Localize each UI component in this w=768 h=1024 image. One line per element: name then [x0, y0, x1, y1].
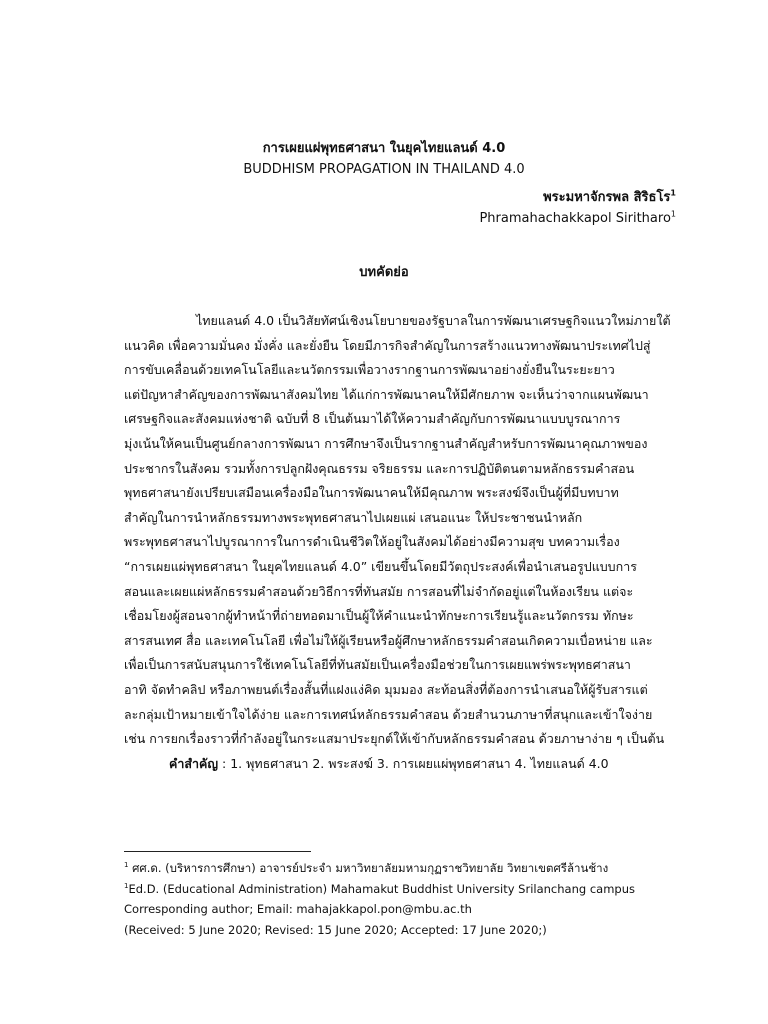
- abstract-heading: บทคัดย่อ: [359, 265, 409, 280]
- title-thai: การเผยแผ่พุทธศาสนา ในยุคไทยแลนด์ 4.0: [262, 141, 506, 156]
- footnote-text: ศศ.ด. (บริหารการศึกษา) อาจารย์ประจำ มหาวิทยาลัยมหามกุฏราชวิทยาลัย วิทยาเขตศรีล้านช้าง: [128, 861, 609, 875]
- abstract-line: สำคัญในการนำหลักธรรมทางพระพุทธศาสนาไปเผยแผ่ เสนอแนะ ให้ประชาชนนำหลัก: [124, 509, 583, 525]
- abstract-line: แต่ปัญหาสำคัญของการพัฒนาสังคมไทย ได้แก่การพัฒนาคนให้มีศักยภาพ จะเห็นว่าจากแผนพัฒนา: [124, 386, 649, 402]
- title-english: BUDDHISM PROPAGATION IN THAILAND 4.0: [243, 162, 525, 177]
- abstract-line: แนวคิด เพื่อความมั่นคง มั่งคั่ง และยั่งยืน โดยมีภารกิจสำคัญในการสร้างแนวทางพัฒนาประเทศไปสู่: [124, 337, 651, 353]
- abstract-line: การขับเคลื่อนด้วยเทคโนโลยีและนวัตกรรมเพื่อวางรากฐานการพัฒนาอย่างยั่งยืนในระยะยาว: [124, 362, 615, 378]
- abstract-line: เพื่อเป็นการสนับสนุนการใช้เทคโนโลยีที่ทันสมัยเป็นเครื่องมือช่วยในการเผยแพร่พระพุทธศาสนา: [124, 657, 631, 673]
- abstract-line: สารสนเทศ สื่อ และเทคโนโลยี เพื่อไม่ให้ผู้เรียนหรือผู้ศึกษาหลักธรรมคำสอนเกิดความเบื่อหน่าย และ: [124, 632, 653, 648]
- footnote-mark: 1: [124, 881, 129, 890]
- keywords-list: : 1. พุทธศาสนา 2. พระสงฆ์ 3. การเผยแผ่พุทธศาสนา 4. ไทยแลนด์ 4.0: [218, 755, 609, 771]
- footnote-divider: [124, 851, 311, 852]
- abstract-line: ประชากรในสังคม รวมทั้งการปลูกฝังคุณธรรม จริยธรรม และการปฏิบัติตนตามหลักธรรมคำสอน: [124, 460, 635, 476]
- keywords-label: คำสำคัญ: [169, 755, 219, 771]
- abstract-line: เชื่อมโยงผู้สอนจากผู้ทำหน้าที่ถ่ายทอดมาเป็นผู้ให้คำแนะนำทักษะการเรียนรู้และนวัตกรรม ทักษะ: [124, 608, 634, 624]
- author-thai: [543, 186, 676, 207]
- abstract-line: มุ่งเน้นให้คนเป็นศูนย์กลางการพัฒนา การศึกษาจึงเป็นรากฐานสำคัญสำหรับการพัฒนาคุณภาพของ: [124, 435, 648, 451]
- footnote-mark: 1: [124, 861, 129, 870]
- author-english-footnote-mark: 1: [670, 209, 676, 219]
- abstract-line: เศรษฐกิจและสังคมแห่งชาติ ฉบับที่ 8 เป็นต้นมาได้ให้ความสำคัญกับการพัฒนาแบบบูรณาการ: [124, 411, 621, 427]
- author-english-name: Phramahachakkapol Siritharo: [479, 211, 671, 226]
- author-english: [479, 211, 676, 226]
- footnotes: [124, 858, 684, 940]
- footnote-english-affiliation: [124, 879, 684, 900]
- footnote-text: Ed.D. (Educational Administration) Mahamakut Buddhist University Srilanchang campus: [128, 881, 635, 896]
- abstract-line: อาทิ จัดทำคลิป หรือภาพยนต์เรื่องสั้นที่แฝงแง่คิด มุมมอง สะท้อนสิ่งที่ต้องการนำเสนอให้ผู้รับสารแต่: [124, 681, 648, 697]
- abstract-line: พุทธศาสนายังเปรียบเสมือนเครื่องมือในการพัฒนาคนให้มีคุณภาพ พระสงฆ์จึงเป็นผู้ที่มีบทบาท: [124, 485, 619, 501]
- footnote-text: (Received: 5 June 2020; Revised: 15 June 2020; Accepted: 17 June 2020;): [124, 922, 547, 937]
- abstract-body: [124, 309, 676, 776]
- abstract-line: สอนและเผยแผ่หลักธรรมคำสอนด้วยวิธีการที่ทันสมัย การสอนที่ไม่จำกัดอยู่แต่ในห้องเรียน แต่จะ: [124, 583, 634, 599]
- footnote-text: Corresponding author; Email: mahajakkapol.pon@mbu.ac.th: [124, 902, 472, 916]
- abstract-line: เช่น การยกเรื่องราวที่กำลังอยู่ในกระแสมาประยุกต์ให้เข้ากับหลักธรรมคำสอน ด้วยภาษาง่าย ๆ เป็นต้น: [124, 731, 665, 747]
- abstract-line: ละกลุ่มเป้าหมายเข้าใจได้ง่าย และการเทศน์หลักธรรมคำสอน ด้วยสำนวนภาษาที่สนุกและเข้าใจง่าย: [124, 706, 653, 722]
- author-thai-name: พระมหาจักรพล สิริธโร: [543, 190, 671, 205]
- footnote-corresponding-author: [124, 899, 684, 920]
- footnote-dates: [124, 920, 684, 941]
- abstract-line: พระพุทธศาสนาไปบูรณาการในการดำเนินชีวิตให้อยู่ในสังคมได้อย่างมีความสุข บทความเรื่อง: [124, 534, 620, 550]
- author-thai-footnote-mark: 1: [670, 188, 676, 198]
- footnote-thai-affiliation: [124, 858, 684, 879]
- keywords-line: [124, 752, 676, 777]
- abstract-line: ไทยแลนด์ 4.0 เป็นวิสัยทัศน์เชิงนโยบายของรัฐบาลในการพัฒนาเศรษฐกิจแนวใหม่ภายใต้: [196, 313, 671, 328]
- abstract-line: “การเผยแผ่พุทธศาสนา ในยุคไทยแลนด์ 4.0” เขียนขึ้นโดยมีวัตถุประสงค์เพื่อนำเสนอรูปแบบการ: [124, 558, 637, 574]
